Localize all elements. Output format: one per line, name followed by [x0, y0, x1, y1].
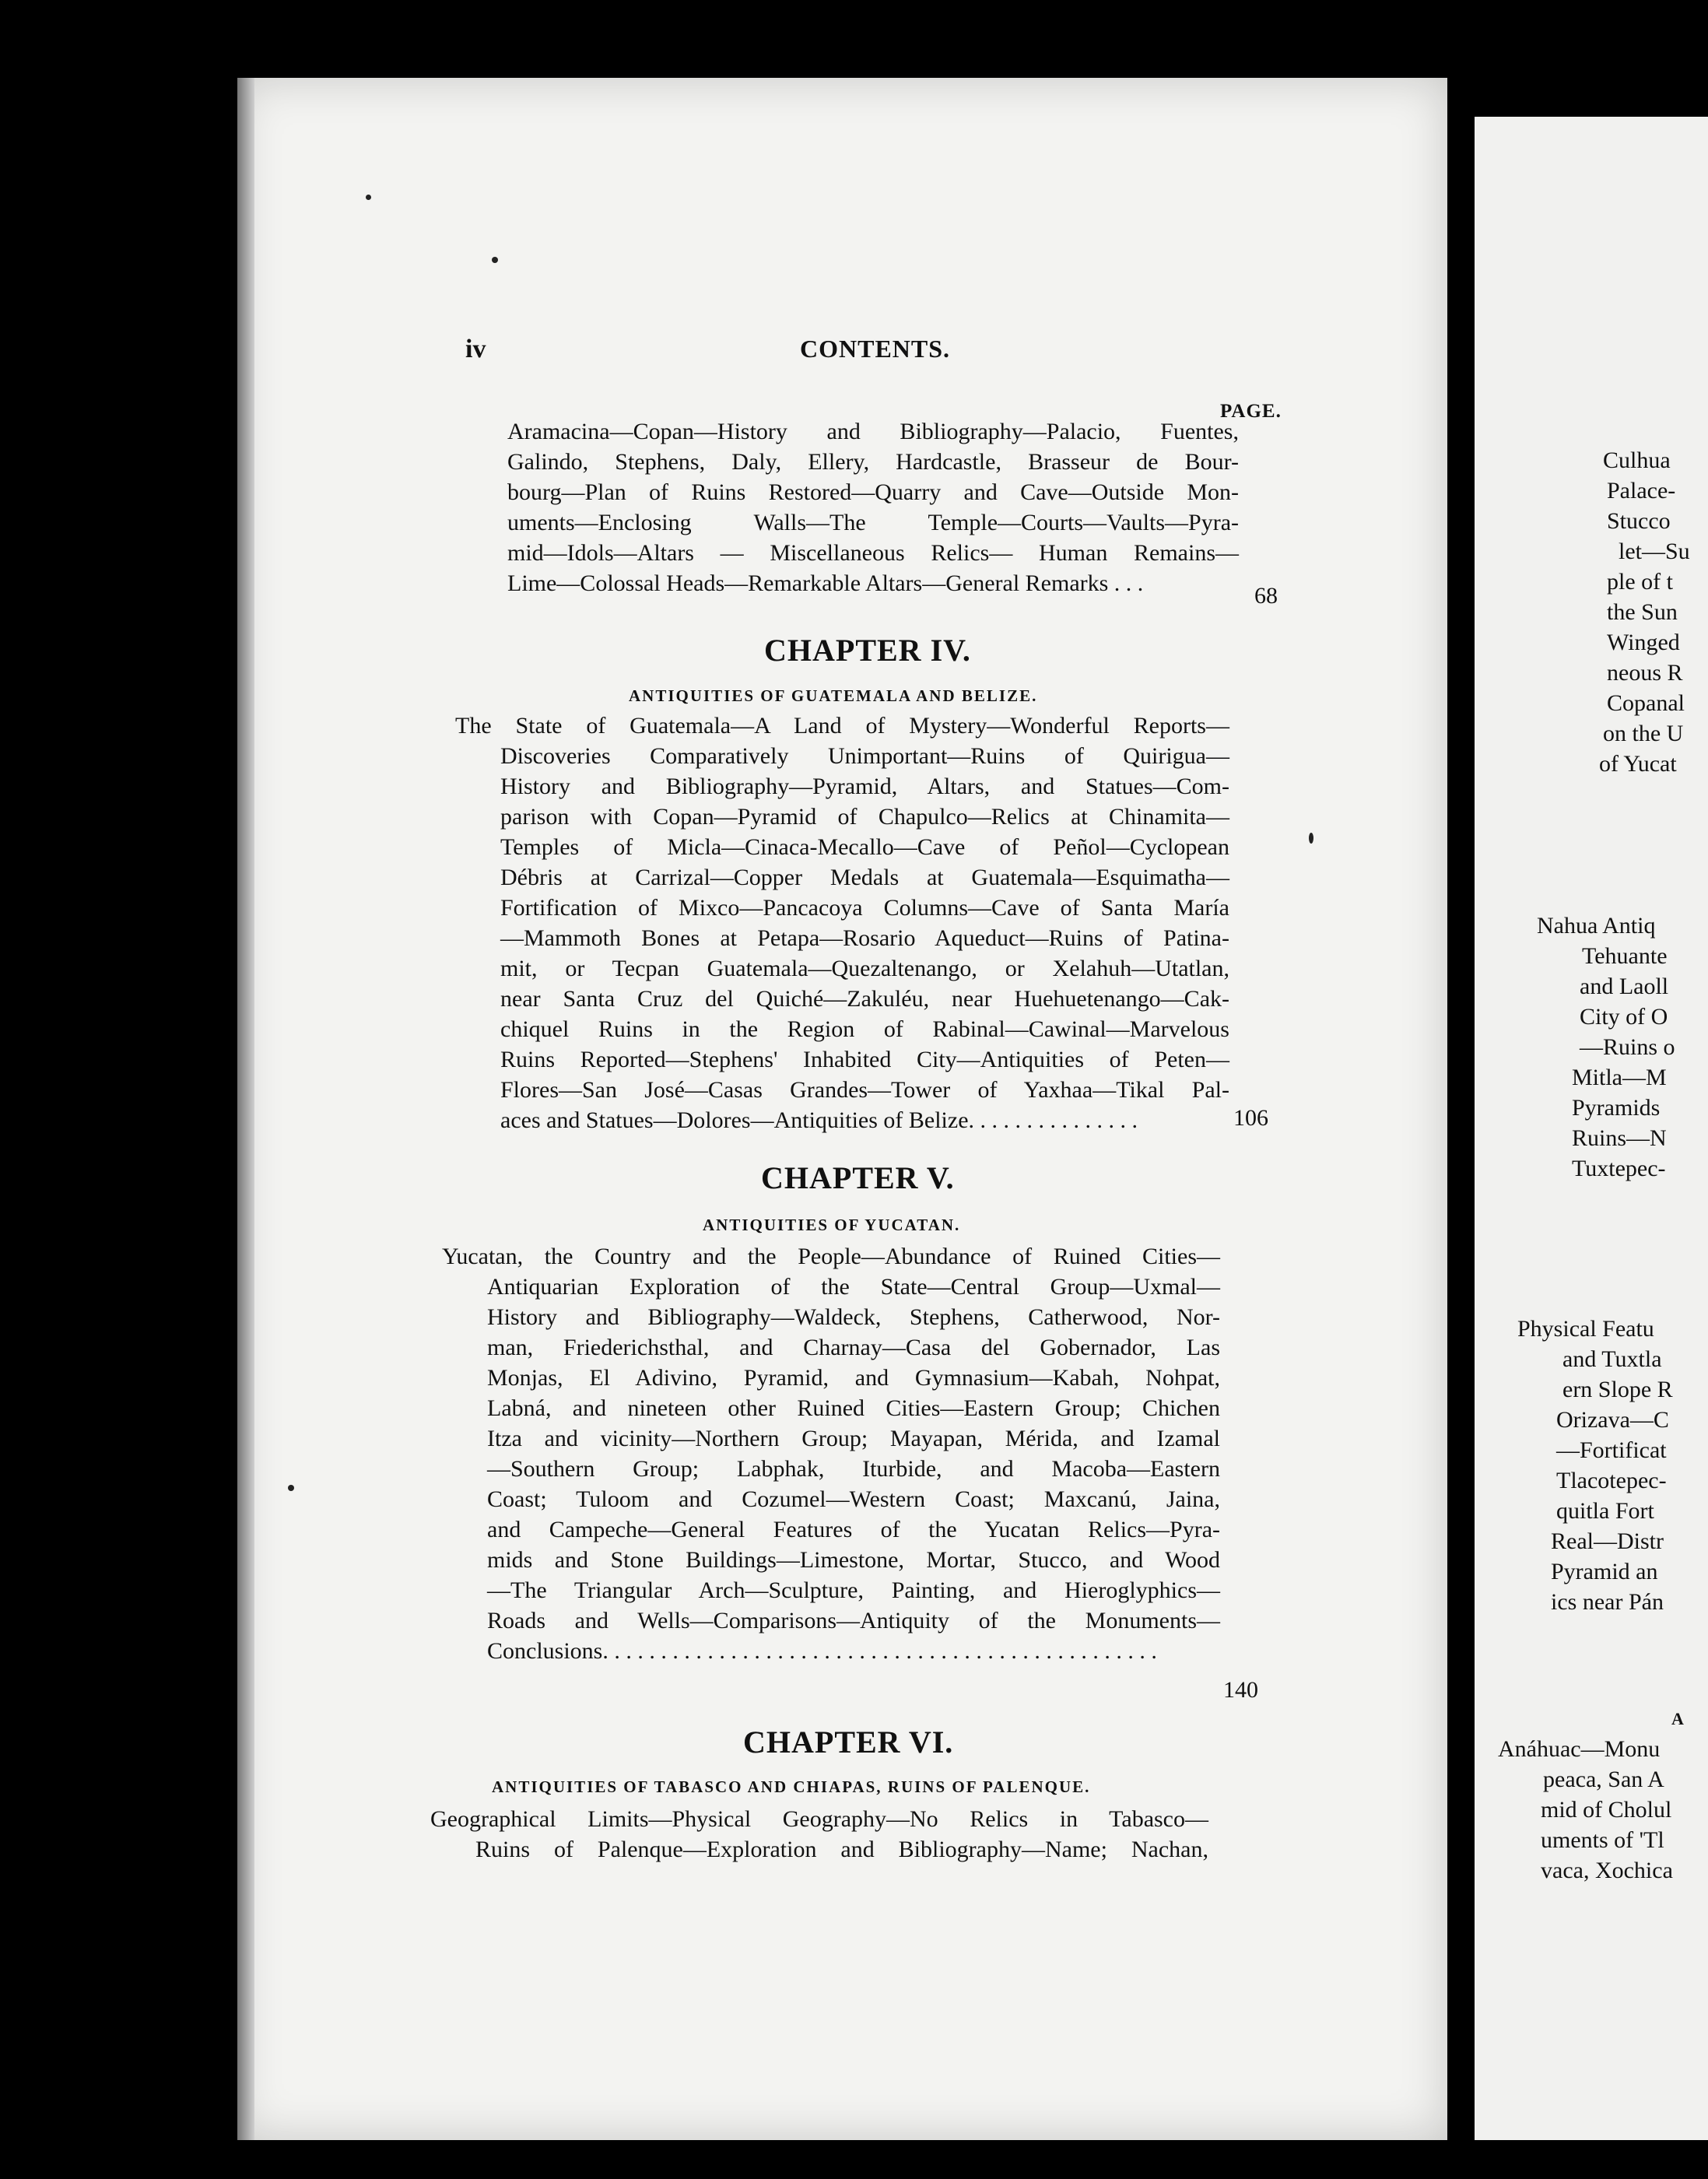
scan-speck	[366, 195, 371, 200]
entry-line: History and Bibliography—Waldeck, Stephens, Catherwood, Nor-	[487, 1304, 1220, 1330]
right-page-fragments-4: Anáhuac—Monu peaca, San A mid of Cholul uments of 'Tl vaca, Xochica	[1498, 1736, 1673, 1883]
page-ref: 106	[1233, 1105, 1268, 1131]
entry-line: aces and Statues—Dolores—Antiquities of Belize. . . . . . . . . . . . . . .	[500, 1107, 1138, 1133]
toc-entry-chapter-6	[430, 1804, 1208, 1865]
entry-line: Aramacina—Copan—History and Bibliography—Palacio, Fuentes,	[507, 419, 1239, 444]
entry-line: Discoveries Comparatively Unimportant—Ruins of Quirigua—	[500, 743, 1229, 769]
scan-speck	[1309, 833, 1313, 844]
entry-line: Antiquarian Exploration of the State—Central Group—Uxmal—	[487, 1274, 1220, 1300]
toc-entry-continuation	[507, 416, 1239, 598]
entry-line: and Campeche—General Features of the Yucatan Relics—Pyra-	[487, 1517, 1220, 1542]
entry-line: Labná, and nineteen other Ruined Cities—Eastern Group; Chichen	[487, 1395, 1220, 1421]
right-page-fragments-1: Culhua Palace- Stucco let—Su ple of t the Sun Winged neous R Copanal on the U of Yucat	[1599, 447, 1690, 777]
entry-line: The State of Guatemala—A Land of Mystery—Wonderful Reports—	[455, 713, 1229, 739]
entry-line: Temples of Micla—Cinaca-Mecallo—Cave of Peñol—Cyclopean	[500, 834, 1229, 860]
entry-line: —Southern Group; Labphak, Iturbide, and Macoba—Eastern	[487, 1456, 1220, 1482]
page-column-label: PAGE.	[1220, 401, 1282, 422]
entry-line: Ruins of Palenque—Exploration and Bibliography—Name; Nachan,	[475, 1837, 1208, 1862]
entry-line: Ruins Reported—Stephens' Inhabited City—Antiquities of Peten—	[500, 1047, 1229, 1072]
right-page-fragments-3: Physical Featu and Tuxtla ern Slope R Orizava—C —Fortificat Tlacotepec- quitla Fort Real—Distr Pyramid an ics near Pán	[1517, 1316, 1673, 1615]
page-ref: 68	[1254, 583, 1278, 609]
entry-line: bourg—Plan of Ruins Restored—Quarry and Cave—Outside Mon-	[507, 479, 1239, 505]
right-page-fragments-2: Nahua Antiq Tehuante and Laoll City of O —Ruins o Mitla—M Pyramids Ruins—N Tuxtepec-	[1537, 913, 1675, 1181]
entry-line: Yucatan, the Country and the People—Abundance of Ruined Cities—	[442, 1244, 1220, 1269]
entry-line: man, Friederichsthal, and Charnay—Casa del Gobernador, Las	[487, 1335, 1220, 1360]
page-number: iv	[465, 335, 486, 363]
entry-line: Geographical Limits—Physical Geography—No Relics in Tabasco—	[430, 1806, 1208, 1832]
entry-line: uments—Enclosing Walls—The Temple—Courts—Vaults—Pyra-	[507, 510, 1239, 535]
entry-line: mids and Stone Buildings—Limestone, Mortar, Stucco, and Wood	[487, 1547, 1220, 1573]
entry-line: mid—Idols—Altars — Miscellaneous Relics— Human Remains—	[507, 540, 1239, 566]
chapter-title: CHAPTER IV.	[764, 633, 971, 668]
toc-entry-chapter-5	[442, 1241, 1220, 1666]
entry-line: parison with Copan—Pyramid of Chapulco—Relics at Chinamita—	[500, 804, 1229, 830]
entry-line: Galindo, Stephens, Daly, Ellery, Hardcastle, Brasseur de Bour-	[507, 449, 1239, 475]
entry-line: Flores—San José—Casas Grandes—Tower of Yaxhaa—Tikal Pal-	[500, 1077, 1229, 1103]
toc-entry-chapter-4	[455, 711, 1229, 1135]
chapter-subtitle: ANTIQUITIES OF TABASCO AND CHIAPAS, RUINS OF PALENQUE.	[492, 1777, 1091, 1796]
entry-line: History and Bibliography—Pyramid, Altars, and Statues—Com-	[500, 774, 1229, 799]
chapter-title: CHAPTER V.	[761, 1160, 955, 1195]
entry-line: —The Triangular Arch—Sculpture, Painting, and Hieroglyphics—	[487, 1577, 1220, 1603]
entry-line: Débris at Carrizal—Copper Medals at Guatemala—Esquimatha—	[500, 865, 1229, 890]
running-head: CONTENTS.	[800, 335, 951, 363]
scan-speck	[492, 257, 498, 263]
chapter-title: CHAPTER VI.	[743, 1725, 954, 1760]
entry-line: Conclusions. . . . . . . . . . . . . . . . . . . . . . . . . . . . . . . . . . . . . . . . . . . . . . . .	[487, 1638, 1157, 1664]
scan-speck	[288, 1485, 294, 1491]
entry-line: Fortification of Mixco—Pancacoya Columns—Cave of Santa María	[500, 895, 1229, 921]
entry-line: near Santa Cruz del Quiché—Zakuléu, near Huehuetenango—Cak-	[500, 986, 1229, 1012]
entry-line: Lime—Colossal Heads—Remarkable Altars—General Remarks . . .	[507, 570, 1144, 596]
chapter-subtitle: ANTIQUITIES OF YUCATAN.	[703, 1216, 961, 1234]
entry-line: Itza and vicinity—Northern Group; Mayapan, Mérida, and Izamal	[487, 1426, 1220, 1451]
entry-line: chiquel Ruins in the Region of Rabinal—Cawinal—Marvelous	[500, 1016, 1229, 1042]
entry-line: Monjas, El Adivino, Pyramid, and Gymnasium—Kabah, Nohpat,	[487, 1365, 1220, 1391]
entry-line: —Mammoth Bones at Petapa—Rosario Aqueduct—Ruins of Patina-	[500, 925, 1229, 951]
entry-line: Roads and Wells—Comparisons—Antiquity of the Monuments—	[487, 1608, 1220, 1633]
entry-line: Coast; Tuloom and Cozumel—Western Coast; Maxcanú, Jaina,	[487, 1486, 1220, 1512]
chapter-subtitle: ANTIQUITIES OF GUATEMALA AND BELIZE.	[629, 686, 1038, 705]
right-page-heading-fragment: A	[1671, 1709, 1684, 1728]
entry-line: mit, or Tecpan Guatemala—Quezaltenango, or Xelahuh—Utatlan,	[500, 956, 1229, 981]
page-ref: 140	[1223, 1677, 1258, 1703]
